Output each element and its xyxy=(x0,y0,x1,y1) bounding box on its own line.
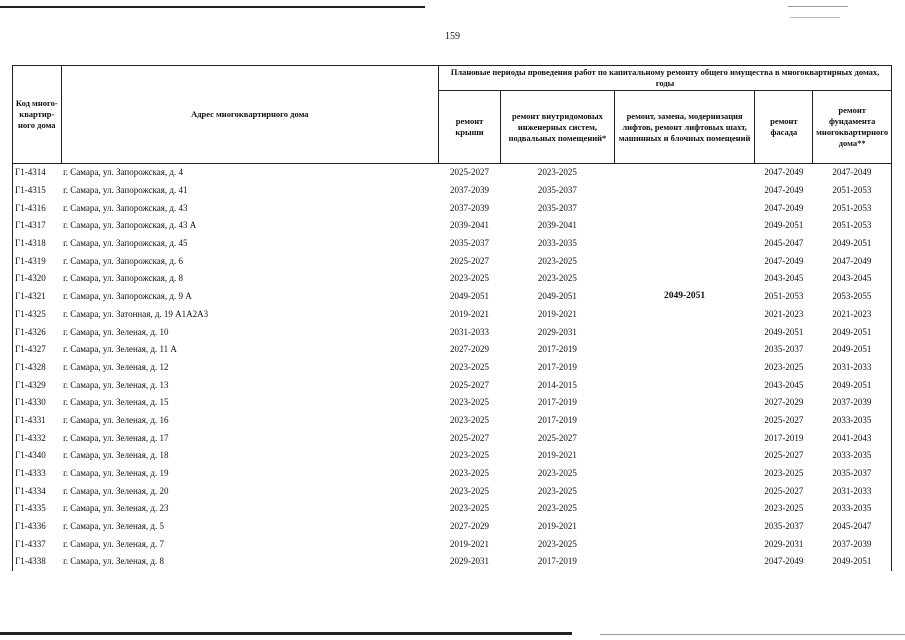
row-code: Г1-4326 xyxy=(13,323,62,341)
row-code: Г1-4325 xyxy=(13,306,62,324)
row-facade: 2047-2049 xyxy=(764,556,804,567)
header-roof: ремонт крыши xyxy=(439,91,501,164)
row-foundation: 2043-2045 xyxy=(813,270,892,288)
row-address: г. Самара, ул. Зеленая, д. 12 xyxy=(63,361,169,372)
row-systems: 2023-2025 xyxy=(537,503,577,514)
row-systems: 2019-2021 xyxy=(537,521,577,532)
table-row xyxy=(13,518,892,536)
row-code: Г1-4333 xyxy=(13,465,62,483)
row-foundation: 2049-2051 xyxy=(813,235,892,253)
row-systems: 2017-2019 xyxy=(537,556,577,567)
table-row xyxy=(13,341,892,359)
row-facade: 2023-2025 xyxy=(764,503,804,514)
row-systems: 2035-2037 xyxy=(537,185,577,196)
row-foundation: 2049-2051 xyxy=(813,376,892,394)
row-roof: 2025-2027 xyxy=(450,167,490,178)
row-code: Г1-4315 xyxy=(13,182,62,200)
row-code: Г1-4332 xyxy=(13,429,62,447)
row-systems: 2025-2027 xyxy=(537,432,577,443)
row-facade: 2021-2023 xyxy=(764,308,804,319)
table-row xyxy=(13,199,892,217)
row-foundation: 2033-2035 xyxy=(813,447,892,465)
row-roof: 2029-2031 xyxy=(450,556,490,567)
row-facade: 2035-2037 xyxy=(764,521,804,532)
bottom-rule xyxy=(0,632,572,635)
row-roof: 2023-2025 xyxy=(450,397,490,408)
row-code: Г1-4327 xyxy=(13,341,62,359)
row-foundation: 2033-2035 xyxy=(813,412,892,430)
row-facade: 2025-2027 xyxy=(764,485,804,496)
row-roof: 2023-2025 xyxy=(450,414,490,425)
table-row xyxy=(13,500,892,518)
row-systems: 2017-2019 xyxy=(537,397,577,408)
table-row xyxy=(13,553,892,571)
row-address: г. Самара, ул. Зеленая, д. 10 xyxy=(63,326,169,337)
row-foundation: 2051-2053 xyxy=(813,182,892,200)
row-roof: 2037-2039 xyxy=(450,202,490,213)
row-systems: 2023-2025 xyxy=(537,255,577,266)
row-address: г. Самара, ул. Запорожская, д. 43 xyxy=(63,202,188,213)
table-row xyxy=(13,376,892,394)
row-roof: 2027-2029 xyxy=(450,344,490,355)
top-rule-right xyxy=(788,6,848,7)
row-address: г. Самара, ул. Зеленая, д. 19 xyxy=(63,468,169,479)
header-foundation: ремонт фундамента многоквартирного дома** xyxy=(813,91,892,164)
row-address: г. Самара, ул. Зеленая, д. 7 xyxy=(63,538,165,549)
row-facade: 2047-2049 xyxy=(764,185,804,196)
row-address: г. Самара, ул. Запорожская, д. 4 xyxy=(63,167,183,178)
row-roof: 2023-2025 xyxy=(450,450,490,461)
row-code: Г1-4318 xyxy=(13,235,62,253)
row-systems: 2019-2021 xyxy=(537,450,577,461)
row-systems: 2019-2021 xyxy=(537,308,577,319)
row-code: Г1-4319 xyxy=(13,252,62,270)
row-address: г. Самара, ул. Зеленая, д. 16 xyxy=(63,414,169,425)
row-roof: 2027-2029 xyxy=(450,521,490,532)
row-code: Г1-4331 xyxy=(13,412,62,430)
row-address: г. Самара, ул. Запорожская, д. 9 А xyxy=(63,291,192,302)
row-roof: 2049-2051 xyxy=(450,291,490,302)
row-facade: 2049-2051 xyxy=(764,326,804,337)
row-address: г. Самара, ул. Зеленая, д. 5 xyxy=(63,521,165,532)
row-code: Г1-4337 xyxy=(13,535,62,553)
row-systems: 2023-2025 xyxy=(537,273,577,284)
row-facade: 2049-2051 xyxy=(764,220,804,231)
row-address: г. Самара, ул. Запорожская, д. 45 xyxy=(63,238,188,249)
row-systems: 2023-2025 xyxy=(537,538,577,549)
row-systems: 2023-2025 xyxy=(537,468,577,479)
row-roof: 2025-2027 xyxy=(450,432,490,443)
table-row xyxy=(13,306,892,324)
row-foundation: 2049-2051 xyxy=(813,341,892,359)
row-facade: 2045-2047 xyxy=(764,238,804,249)
table-row xyxy=(13,412,892,430)
table-row xyxy=(13,447,892,465)
row-address: г. Самара, ул. Запорожская, д. 41 xyxy=(63,185,188,196)
row-foundation: 2037-2039 xyxy=(813,394,892,412)
row-address: г. Самара, ул. Зеленая, д. 15 xyxy=(63,397,169,408)
row-facade: 2043-2045 xyxy=(764,273,804,284)
row-foundation: 2049-2051 xyxy=(813,323,892,341)
page-number: 159 xyxy=(445,31,460,42)
row-address: г. Самара, ул. Затонная, д. 19 А1А2А3 xyxy=(63,308,209,319)
row-facade: 2023-2025 xyxy=(764,468,804,479)
row-address: г. Самара, ул. Запорожская, д. 43 А xyxy=(63,220,197,231)
row-address: г. Самара, ул. Зеленая, д. 23 xyxy=(63,503,169,514)
row-facade: 2035-2037 xyxy=(764,344,804,355)
row-code: Г1-4314 xyxy=(13,164,62,182)
row-code: Г1-4340 xyxy=(13,447,62,465)
table-row xyxy=(13,182,892,200)
row-roof: 2035-2037 xyxy=(450,238,490,249)
row-roof: 2023-2025 xyxy=(450,273,490,284)
table-row xyxy=(13,288,892,306)
header-facade: ремонт фасада xyxy=(755,91,813,164)
header-address: Адрес многоквартирного дома xyxy=(61,66,438,164)
row-code: Г1-4336 xyxy=(13,518,62,536)
row-systems: 2017-2019 xyxy=(537,344,577,355)
row-roof: 2023-2025 xyxy=(450,361,490,372)
top-rule xyxy=(0,6,425,8)
row-facade: 2017-2019 xyxy=(764,432,804,443)
row-systems: 2023-2025 xyxy=(537,167,577,178)
row-address: г. Самара, ул. Зеленая, д. 17 xyxy=(63,432,169,443)
row-lifts-merged: 2049-2051 xyxy=(664,290,706,301)
row-roof: 2019-2021 xyxy=(450,308,490,319)
table-row xyxy=(13,252,892,270)
row-foundation: 2051-2053 xyxy=(813,199,892,217)
row-foundation: 2047-2049 xyxy=(813,252,892,270)
row-foundation: 2045-2047 xyxy=(813,518,892,536)
header-code: Код много-квартир-ного дома xyxy=(13,66,62,164)
table-row xyxy=(13,270,892,288)
row-systems: 2049-2051 xyxy=(537,291,577,302)
row-foundation: 2047-2049 xyxy=(813,164,892,182)
table-row xyxy=(13,465,892,483)
table-row xyxy=(13,535,892,553)
header-systems: ремонт внутридомовых инженерных систем, подвальных помещений* xyxy=(501,91,615,164)
header-group: Плановые периоды проведения работ по капитальному ремонту общего имущества в многоквартирных домах, годы xyxy=(439,66,892,91)
table-row xyxy=(13,394,892,412)
table-row xyxy=(13,235,892,253)
row-address: г. Самара, ул. Зеленая, д. 13 xyxy=(63,379,169,390)
row-systems: 2029-2031 xyxy=(537,326,577,337)
bottom-rule-right xyxy=(600,634,905,635)
row-code: Г1-4335 xyxy=(13,500,62,518)
row-facade: 2043-2045 xyxy=(764,379,804,390)
row-foundation: 2033-2035 xyxy=(813,500,892,518)
table-row xyxy=(13,429,892,447)
row-foundation: 2049-2051 xyxy=(813,553,892,571)
row-roof: 2025-2027 xyxy=(450,379,490,390)
row-facade: 2025-2027 xyxy=(764,414,804,425)
row-address: г. Самара, ул. Зеленая, д. 18 xyxy=(63,450,169,461)
row-roof: 2019-2021 xyxy=(450,538,490,549)
row-code: Г1-4328 xyxy=(13,359,62,377)
row-roof: 2023-2025 xyxy=(450,485,490,496)
row-systems: 2035-2037 xyxy=(537,202,577,213)
table-row xyxy=(13,217,892,235)
table-row xyxy=(13,164,892,182)
row-foundation: 2031-2033 xyxy=(813,482,892,500)
row-roof: 2031-2033 xyxy=(450,326,490,337)
row-facade: 2047-2049 xyxy=(764,255,804,266)
row-code: Г1-4330 xyxy=(13,394,62,412)
row-address: г. Самара, ул. Зеленая, д. 20 xyxy=(63,485,169,496)
row-foundation: 2035-2037 xyxy=(813,465,892,483)
row-facade: 2027-2029 xyxy=(764,397,804,408)
row-systems: 2017-2019 xyxy=(537,361,577,372)
row-foundation: 2053-2055 xyxy=(813,288,892,306)
row-roof: 2025-2027 xyxy=(450,255,490,266)
row-code: Г1-4316 xyxy=(13,199,62,217)
row-foundation: 2051-2053 xyxy=(813,217,892,235)
row-foundation: 2031-2033 xyxy=(813,359,892,377)
row-code: Г1-4329 xyxy=(13,376,62,394)
row-systems: 2014-2015 xyxy=(537,379,577,390)
row-facade: 2051-2053 xyxy=(764,291,804,302)
top-rule-right-2 xyxy=(790,17,840,18)
row-facade: 2025-2027 xyxy=(764,450,804,461)
row-address: г. Самара, ул. Запорожская, д. 8 xyxy=(63,273,183,284)
row-facade: 2023-2025 xyxy=(764,361,804,372)
row-code: Г1-4321 xyxy=(13,288,62,306)
row-roof: 2037-2039 xyxy=(450,185,490,196)
repair-schedule-table xyxy=(12,65,892,571)
row-code: Г1-4317 xyxy=(13,217,62,235)
row-foundation: 2041-2043 xyxy=(813,429,892,447)
row-systems: 2039-2041 xyxy=(537,220,577,231)
row-code: Г1-4320 xyxy=(13,270,62,288)
row-systems: 2023-2025 xyxy=(537,485,577,496)
table-row xyxy=(13,323,892,341)
row-facade: 2047-2049 xyxy=(764,202,804,213)
row-address: г. Самара, ул. Зеленая, д. 8 xyxy=(63,556,165,567)
row-foundation: 2037-2039 xyxy=(813,535,892,553)
row-systems: 2017-2019 xyxy=(537,414,577,425)
table-row xyxy=(13,359,892,377)
table-row xyxy=(13,482,892,500)
header-lifts: ремонт, замена, модернизация лифтов, ремонт лифтовых шахт, машинных и блочных помещений xyxy=(614,91,755,164)
row-address: г. Самара, ул. Зеленая, д. 11 А xyxy=(63,344,177,355)
row-code: Г1-4334 xyxy=(13,482,62,500)
row-systems: 2033-2035 xyxy=(537,238,577,249)
row-code: Г1-4338 xyxy=(13,553,62,571)
row-roof: 2039-2041 xyxy=(450,220,490,231)
row-foundation: 2021-2023 xyxy=(813,306,892,324)
row-address: г. Самара, ул. Запорожская, д. 6 xyxy=(63,255,183,266)
row-roof: 2023-2025 xyxy=(450,503,490,514)
row-roof: 2023-2025 xyxy=(450,468,490,479)
row-facade: 2029-2031 xyxy=(764,538,804,549)
row-facade: 2047-2049 xyxy=(764,167,804,178)
